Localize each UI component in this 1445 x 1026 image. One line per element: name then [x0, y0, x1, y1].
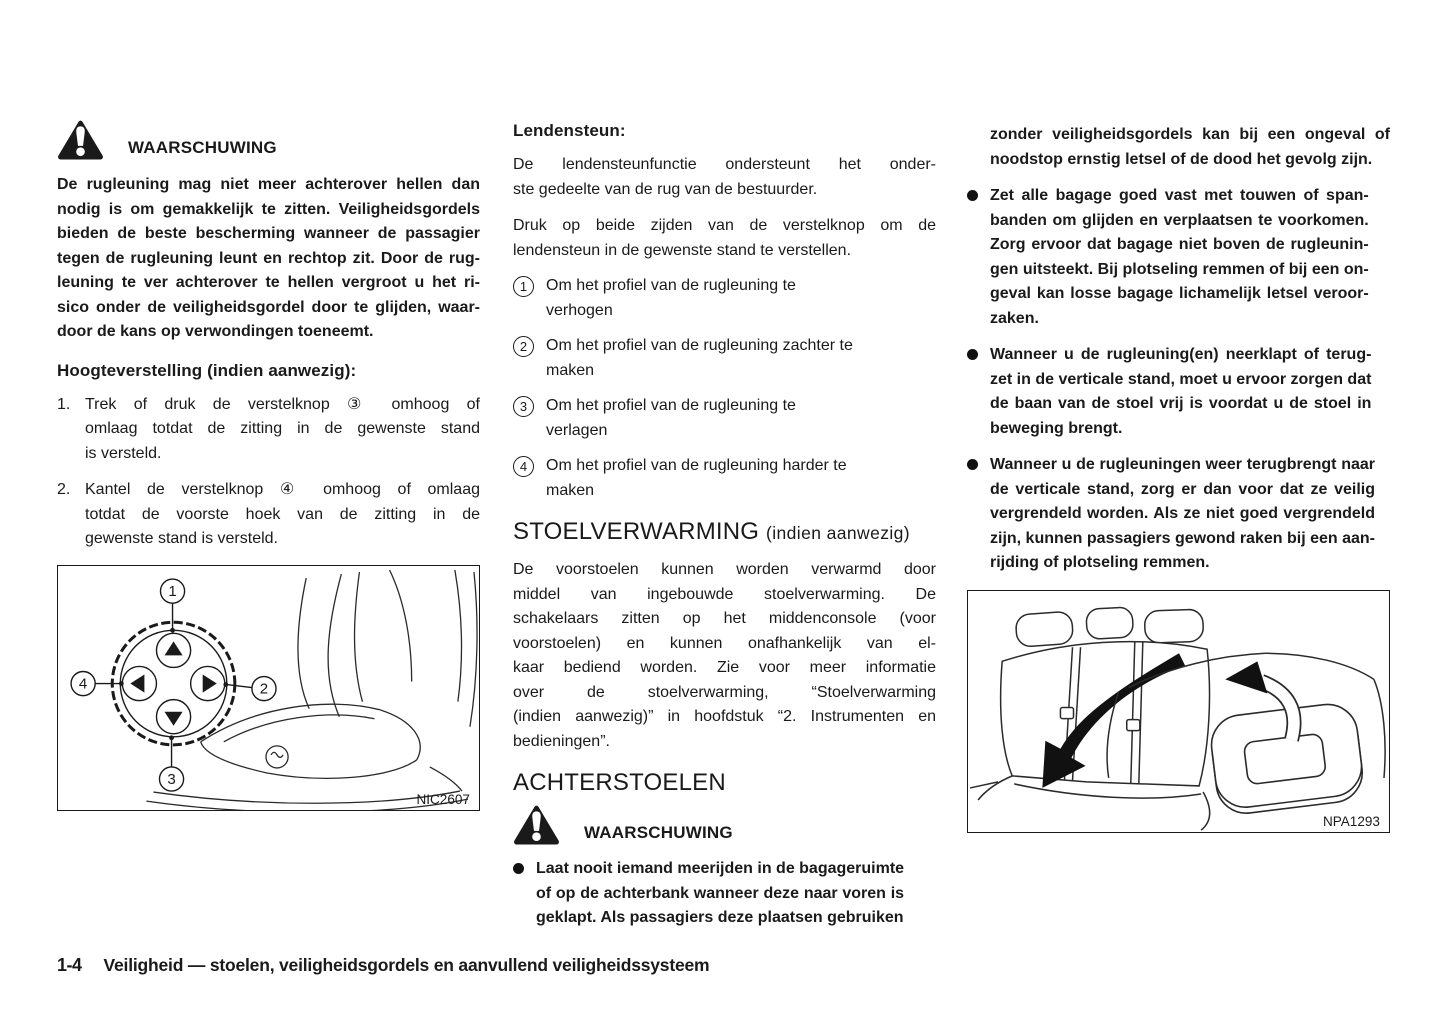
seat-heating-paragraph: De voorstoelen kunnen worden verwarmd door middel van ingebouwde stoelverwarming. De schakelaars zitten op het middenconsole (voor voorstoelen) en kunnen onafhankelijk van el- kaar bediend worden. Zie voor meer informatie over de stoelverwarming, “Stoelverwarming (indien aanwezig)” in hoofdstuk “2. Instrumenten en bedieningen”. — [513, 561, 936, 750]
seat-heating-heading — [513, 518, 936, 546]
lumbar-paragraph-1: De lendensteunfunctie ondersteunt het onder- ste gedeelte van de rug van de bestuurder. — [513, 156, 936, 198]
warning-bullet-1 — [967, 184, 1390, 331]
page-number: 1-4 — [57, 955, 82, 975]
figure-callout-1: 1 — [168, 582, 177, 600]
strap-arrowhead — [1225, 661, 1267, 693]
list-item-text: Om het profiel van de rugleuning te verlagen — [546, 397, 796, 439]
figure-label-nic2607: NIC2607 — [416, 791, 470, 807]
step-item-1 — [57, 393, 480, 467]
column-right — [967, 123, 1390, 833]
bullet-dot-icon — [513, 863, 524, 874]
bullet-text: Wanneer u de rugleuning(en) neerklapt of terug- zet in de verticale stand, moet u ervoor zorgen dat de baan van de stoel vrij is voordat u de stoel in beweging brengt. — [990, 346, 1372, 437]
lumbar-paragraph-2: Druk op beide zijden van de verstelknop om de lendensteun in de gewenste stand te verstellen. — [513, 217, 936, 259]
bullet-text: Zet alle bagage goed vast met touwen of span- banden om glijden en verplaatsen te voorkomen. Zorg ervoor dat bagage niet boven de rugleunin- gen uitsteekt. Bij plotseling remmen of bij een on- geval kan losse bagage lichamelijk letsel veroor- zaken. — [990, 187, 1369, 327]
warning-triangle-icon — [513, 804, 560, 845]
heading-suffix: (indien aanwezig) — [766, 523, 910, 543]
warning-header — [513, 803, 936, 845]
footer-title: Veiligheid — stoelen, veiligheidsgordels en aanvullend veiligheidssysteem — [103, 955, 710, 975]
warning-bullet-2 — [967, 343, 1390, 441]
step-item-2 — [57, 478, 480, 552]
circled-number-3: 3 — [513, 396, 534, 417]
page-footer — [57, 955, 709, 976]
warning-title: WAARSCHUWING — [128, 138, 277, 157]
column-left — [57, 118, 480, 811]
bullet-text: Wanneer u de rugleuningen weer terugbrengt naar de verticale stand, zorg er dan voor dat ze veilig vergrendeld worden. Als ze niet goed vergrendeld zijn, kunnen passagiers gewond raken bij een aan- rijding of plotseling remmen. — [990, 456, 1375, 571]
rear-seat-folding-illustration — [968, 591, 1389, 832]
rear-seats-heading: ACHTERSTOELEN — [513, 769, 726, 796]
rear-seat-folding-figure — [967, 590, 1390, 833]
step-text: Trek of druk de verstelknop ③ omhoog of omlaag totdat de zitting in de gewenste stand is versteld. — [85, 395, 480, 462]
bullet-dot-icon — [967, 349, 978, 360]
circled-list-item-1 — [513, 274, 936, 323]
seat-adjustment-illustration — [58, 566, 479, 810]
circled-number-2: 2 — [513, 336, 534, 357]
step-text: Kantel de verstelknop ④ omhoog of omlaag totdat de voorste hoek van de zitting in de gewenste stand is versteld. — [85, 481, 480, 547]
step-number: 2. — [57, 481, 71, 498]
seat-adjustment-figure — [57, 565, 480, 811]
list-item-text: Om het profiel van de rugleuning zachter te maken — [546, 337, 853, 379]
list-item-text: Om het profiel van de rugleuning te verhogen — [546, 277, 796, 319]
bullet-text: Laat nooit iemand meerijden in de bagageruimte of op de achterbank wanneer deze naar voren is geklapt. Als passagiers deze plaatsen gebruiken — [536, 860, 905, 926]
circled-list-item-3 — [513, 394, 936, 443]
bullet-dot-icon — [967, 190, 978, 201]
warning-header — [57, 118, 480, 160]
list-item-text: Om het profiel van de rugleuning harder te maken — [546, 457, 847, 499]
circled-number-4: 4 — [513, 456, 534, 477]
figure-callout-4: 4 — [78, 675, 88, 693]
circled-number-1: 1 — [513, 276, 534, 297]
warning-bullet — [513, 857, 936, 931]
heading-text: STOELVERWARMING — [513, 518, 760, 545]
lumbar-subheading: Lendensteun: — [513, 121, 626, 140]
circled-list-item-4 — [513, 454, 936, 503]
warning-title: WAARSCHUWING — [584, 823, 733, 842]
figure-callout-3: 3 — [167, 770, 176, 788]
figure-label-npa1293: NPA1293 — [1322, 813, 1380, 829]
column-middle — [513, 121, 936, 931]
step-number: 1. — [57, 395, 71, 413]
circled-list-item-2 — [513, 334, 936, 383]
warning-continuation: zonder veiligheidsgordels kan bij een ongeval of noodstop ernstig letsel of de dood het gevolg zijn. — [990, 126, 1390, 168]
bullet-dot-icon — [967, 459, 978, 470]
warning-triangle-icon — [57, 119, 104, 160]
height-adjust-subheading: Hoogteverstelling (indien aanwezig): — [57, 360, 357, 380]
warning-paragraph: De rugleuning mag niet meer achterover hellen dan nodig is om gemakkelijk te zitten. Veiligheidsgordels bieden de beste bescherming wanneer de passagier tegen de rugleuning leunt en rechtop zit. Door de rug- leuning te ver achterover te hellen vergroot u het ri- sico onder de veiligheidsgordel door te glijden, waar- door de kans op verwondingen toeneemt. — [57, 176, 480, 340]
warning-bullet-3 — [967, 453, 1390, 576]
figure-callout-2: 2 — [259, 680, 269, 698]
